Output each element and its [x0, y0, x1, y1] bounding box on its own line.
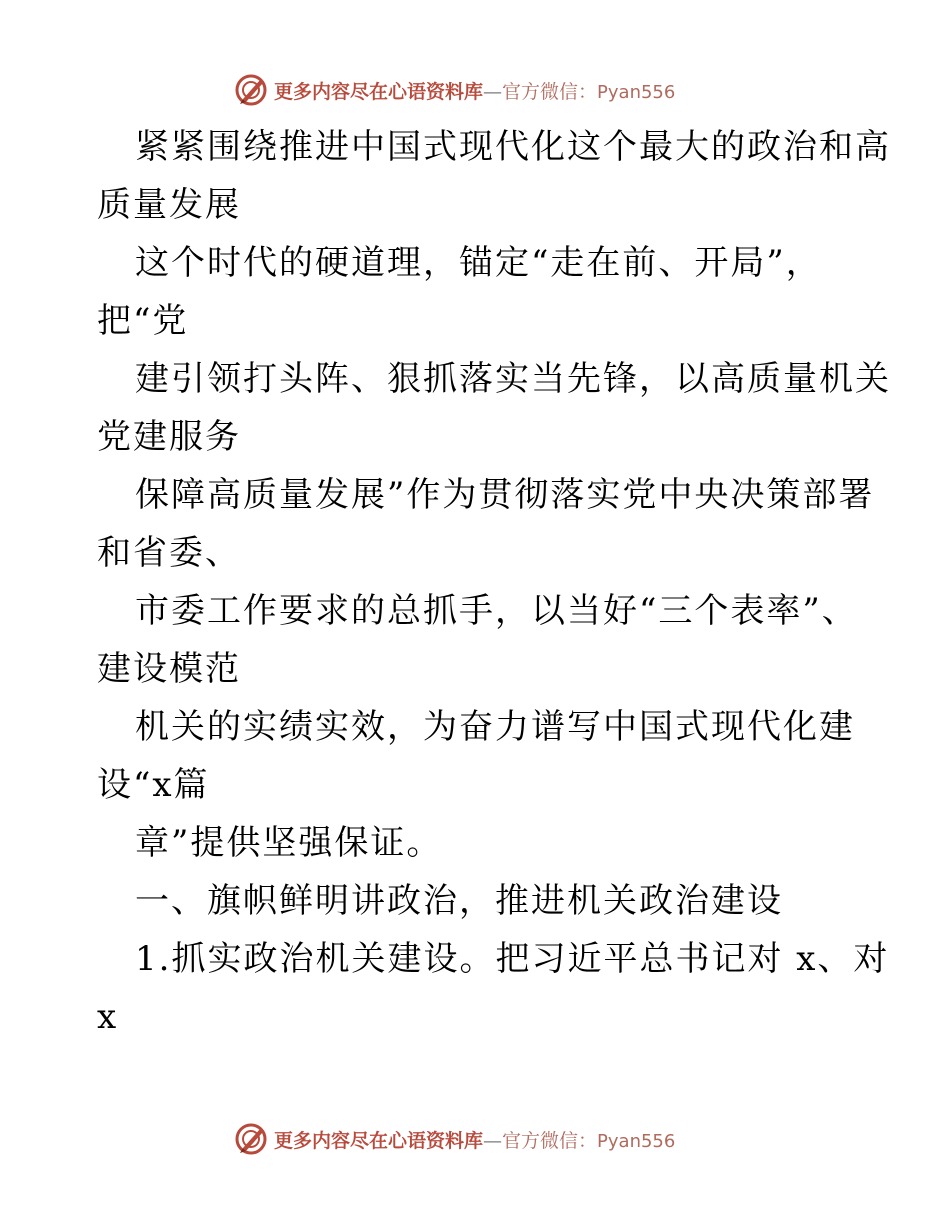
text-line: 和省委、 [97, 533, 241, 573]
text-line: 建设模范 [97, 649, 241, 689]
watermark-main-text: 更多内容尽在心语资料库 [274, 1129, 484, 1152]
text-line: 1.抓实政治机关建设。把习近平总书记对 x、对 [135, 939, 890, 979]
text-line: 设“x篇 [97, 765, 210, 805]
text-line: x [97, 997, 119, 1037]
pen-logo-icon [234, 1122, 268, 1156]
text-line: 把“党 [97, 301, 189, 341]
text-line: 建引领打头阵、狠抓落实当先锋，以高质量机关 [135, 359, 891, 399]
document-body [97, 118, 891, 1046]
watermark-dash: — [483, 1129, 503, 1152]
watermark-handle: Pyan556 [597, 1130, 676, 1152]
text-line: 这个时代的硬道理，锚定“走在前、开局”， [135, 243, 822, 283]
text-line: 章”提供坚强保证。 [135, 823, 443, 863]
text-line: 保障高质量发展”作为贯彻落实党中央决策部署 [135, 475, 875, 515]
watermark-handle: Pyan556 [597, 81, 676, 103]
watermark-main-text: 更多内容尽在心语资料库 [274, 80, 484, 103]
watermark-banner-top [234, 72, 734, 108]
text-line: 党建服务 [97, 417, 241, 457]
watermark-banner-bottom [234, 1121, 734, 1157]
section-heading: 一、旗帜鲜明讲政治，推进机关政治建设 [135, 881, 783, 921]
watermark-contact-label: 官方微信： [502, 1129, 598, 1152]
text-line: 紧紧围绕推进中国式现代化这个最大的政治和高 [135, 127, 891, 167]
pen-logo-icon [234, 73, 268, 107]
watermark-dash: — [483, 80, 503, 103]
text-line: 质量发展 [97, 185, 241, 225]
text-line: 市委工作要求的总抓手，以当好“三个表率”、 [135, 591, 858, 631]
text-line: 机关的实绩实效，为奋力谱写中国式现代化建 [135, 707, 855, 747]
watermark-contact-label: 官方微信： [502, 80, 598, 103]
